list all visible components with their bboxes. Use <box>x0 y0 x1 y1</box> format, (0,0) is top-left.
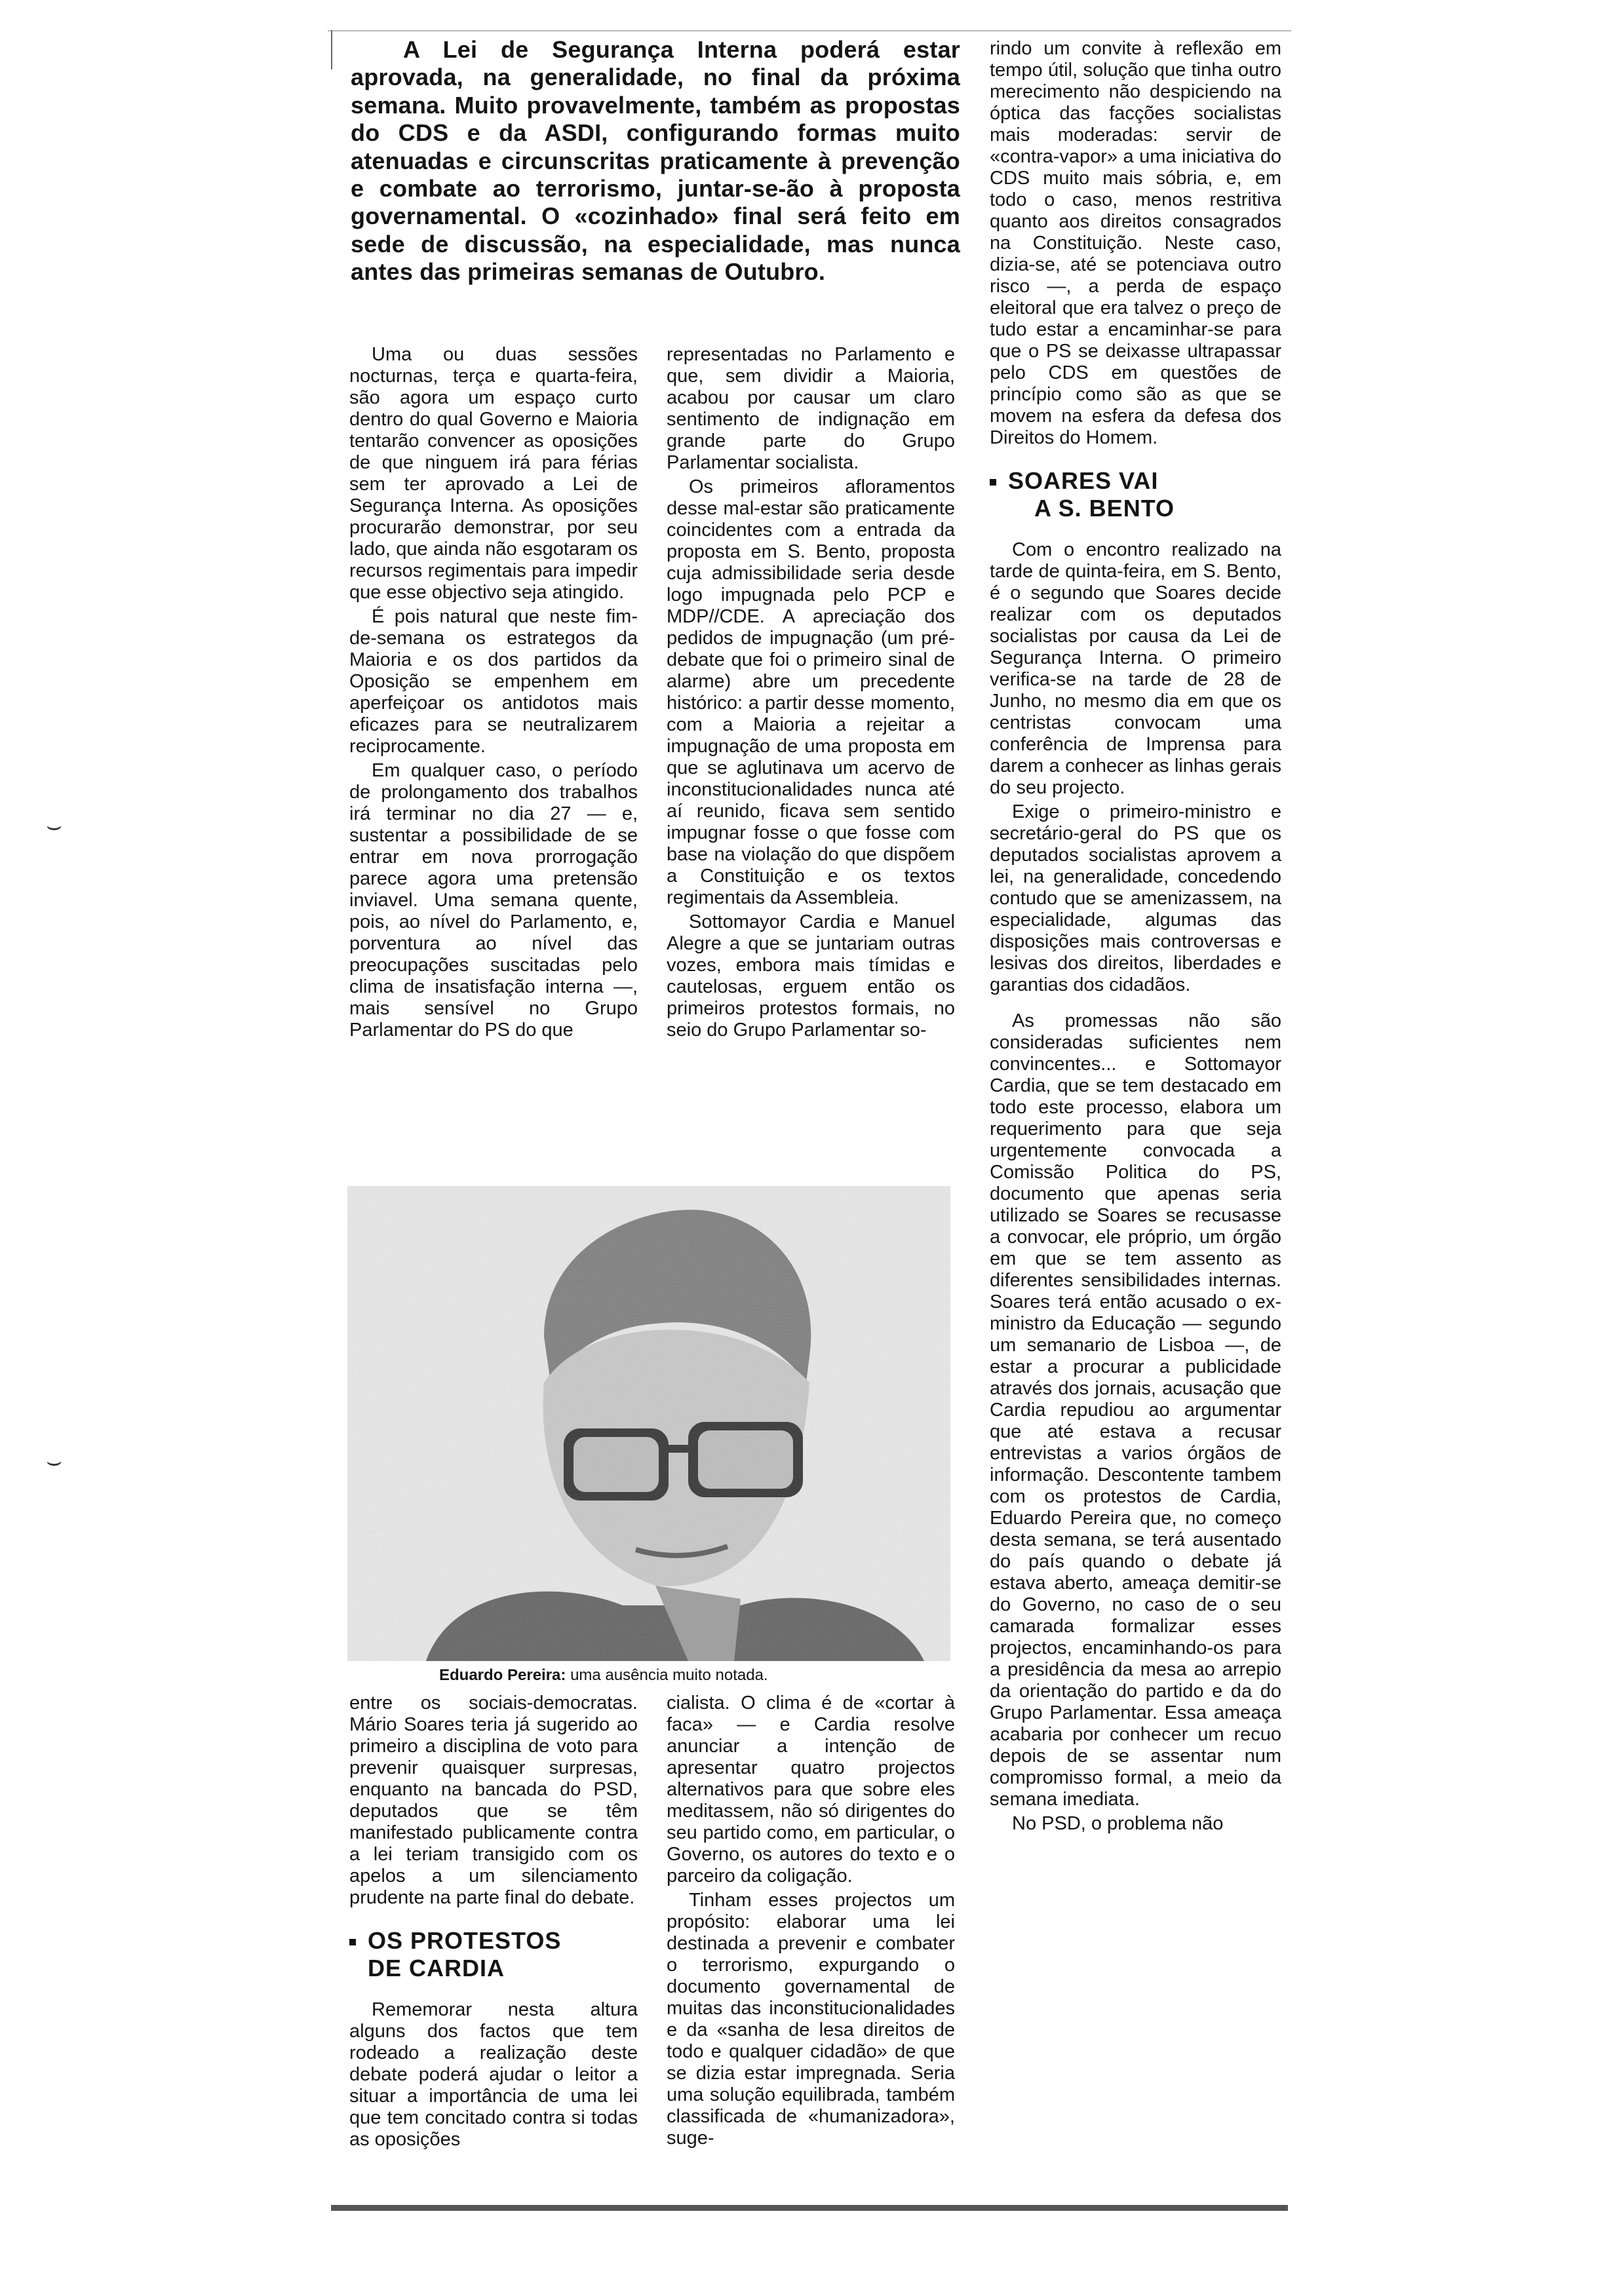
paragraph: entre os sociais-democratas. Mário Soares teria já sugerido ao primeiro a disciplina de voto para prevenir quaisquer surpresas, enquanto na bancada do PSD, deputados que se têm manifestado publicamente contra a lei teriam transigido com os apelos a um silenciamento prudente na parte final do debate. <box>349 1693 638 1908</box>
paragraph: Com o encontro realizado na tarde de quinta-feira, em S. Bento, é o segundo que Soares decide realizar com os deputados socialistas por causa da Lei de Segurança Interna. O primeiro verifica-se na tarde de 28 de Junho, no mesmo dia em que os centristas convocam uma conferência de Imprensa para darem a conhecer as linhas gerais do seu projecto. <box>990 539 1281 798</box>
paragraph: As promessas não são consideradas suficientes nem convincentes... e Sottomayor Cardia, que se tem destacado em todo este processo, elabora um requerimento para que seja urgentemente convocada a Comissão Politica do PS, documento que apenas seria utilizado se Soares se recusasse a convocar, ele próprio, um órgão em que se tem assento as diferentes sensibilidades internas. Soares terá então acusado o ex-ministro da Educação — segundo um semanario de Lisboa —, de estar a procurar a publicidade através dos jornais, acusação que Cardia repudiou ao argumentar que até estava a recusar entrevistas a varios órgãos de informação. Descontente tambem com os protestos de Cardia, Eduardo Pereira que, no começo desta semana, se terá ausentado do país quando o debate já estava aberto, ameaça demitir-se do Governo, no caso de o seu camarada formalizar esses projectos, encaminhando-os para a presidência da mesa ao arrepio da orientação do partido e da do Grupo Parlamentar. Essa ameaça acabaria por conhecer um recuo depois de se assentar num compromisso formal, a meio da semana imediata. <box>990 1010 1281 1810</box>
paragraph: Exige o primeiro-ministro e secretário-geral do PS que os deputados socialistas aprovem a lei, na generalidade, concedendo contudo que se amenizassem, na especialidade, algumas das disposições mais controversas e lesivas dos direitos, liberdades e garantias dos cidadãos. <box>990 801 1281 995</box>
portrait-illustration <box>347 1186 950 1661</box>
lede-paragraph: A Lei de Segurança Interna poderá estar aprovada, na generalidade, no final da próxima semana. Muito provavelmente, também as propostas do CDS e da ASDI, configurando formas muito atenuadas e circunscritas praticamente à prevenção e combate ao terrorismo, juntar-se-ão à proposta governamental. O «cozinhado» final será feito em sede de discussão, na especialidade, mas nunca antes das primeiras semanas de Outubro. <box>351 36 960 286</box>
column-1-lower <box>349 1693 638 2151</box>
column-1-upper <box>349 344 638 1041</box>
margin-mark: ⌣ <box>46 1448 63 1476</box>
scan-edge-top <box>328 30 1291 31</box>
caption-text: uma ausência muito notada. <box>570 1666 768 1684</box>
scan-edge-left <box>331 30 332 69</box>
paragraph: No PSD, o problema não <box>1012 1813 1224 1834</box>
paragraph: representadas no Parlamento e que, sem dividir a Maioria, acabou por causar um claro sentimento de indignação em grande parte do Grupo Parlamentar socialista. <box>667 344 955 473</box>
paragraph: cialista. O clima é de «cortar à faca» — e Cardia resolve anunciar a intenção de apresentar quatro projectos alternativos para que sobre eles meditassem, não só dirigentes do seu partido como, em particular, o Governo, os autores do texto e o parceiro da coligação. <box>667 1693 955 1886</box>
margin-mark: ⌣ <box>46 813 63 840</box>
bullet-icon <box>349 1939 356 1945</box>
paragraph: Tinham esses projectos um propósito: elaborar uma lei destinada a prevenir e combater o terrorismo, expurgando o documento governamental de muitas das inconstitucionalidades e da «sanha de lesa direitos de todo e qualquer cidadão» de que se dizia estar impregnada. Seria uma solução equilibrada, também classificada de «humanizadora», suge- <box>667 1890 955 2149</box>
portrait-photo <box>347 1186 950 1661</box>
subheading-soares-vai: SOARES VAI A S. BENTO <box>990 467 1281 522</box>
paragraph: Uma ou duas sessões nocturnas, terça e quarta-feira, são agora um espaço curto dentro do qual Governo e Maioria tentarão convencer as oposições de que ninguem irá para férias sem ter aprovado a Lei de Segurança Interna. As oposições procurarão demonstrar, por seu lado, que ainda não esgotaram os recursos regimentais para impedir que esse objectivo seja atingido. <box>349 344 638 603</box>
photo-caption <box>439 1666 768 1685</box>
scan-edge-bottom <box>331 2205 1288 2211</box>
subheading-os-protestos: OS PROTESTOS DE CARDIA <box>349 1927 638 1982</box>
column-2-upper <box>667 344 955 1041</box>
caption-name: Eduardo Pereira: <box>439 1666 566 1684</box>
paragraph: Os primeiros afloramentos desse mal-estar são praticamente coincidentes com a entrada da proposta em S. Bento, proposta cuja admissibilidade seria desde logo impugnada pelo PCP e MDP//CDE. A apreciação dos pedidos de impugnação (um pré-debate que foi o primeiro sinal de alarme) abre um precedente histórico: a partir desse momento, com a Maioria a rejeitar a impugnação de uma proposta em que se aglutinava um acervo de inconstitucionalidades nunca até aí reunido, ficava sem sentido impugnar fosse o que fosse com base na violação do que dispõem a Constituição e os textos regimentais da Assembleia. <box>667 476 955 908</box>
column-3 <box>990 38 1281 1835</box>
paragraph: É pois natural que neste fim-de-semana os estrategos da Maioria e os dos partidos da Oposição se empenhem em aperfeiçoar os antidotos mais eficazes para se neutralizarem reciprocamente. <box>349 606 638 757</box>
paragraph: Em qualquer caso, o período de prolongamento dos trabalhos irá terminar no dia 27 — e, sustentar a possibilidade de se entrar em nova prorrogação parece agora uma pretensão inviavel. Uma semana quente, pois, ao nível do Parlamento, e, porventura ao nível das preocupações suscitadas pelo clima de insatisfação interna —, mais sensível no Grupo Parlamentar do PS do que <box>349 760 638 1041</box>
column-2-lower <box>667 1693 955 2149</box>
bullet-icon <box>990 479 996 486</box>
paragraph: rindo um convite à reflexão em tempo útil, solução que tinha outro merecimento não despiciendo na óptica das facções socialistas mais moderadas: servir de «contra-vapor» a uma iniciativa do CDS muito mais sóbria, e, em todo o caso, menos restritiva quanto aos direitos consagrados na Constituição. Neste caso, dizia-se, até se potenciava outro risco —, a perda de espaço eleitoral que era talvez o preço de tudo estar a encaminhar-se para que o PS se deixasse ultrapassar pelo CDS em questões de princípio como são as que se movem na esfera da defesa dos Direitos do Homem. <box>990 38 1281 448</box>
paragraph: Sottomayor Cardia e Manuel Alegre a que se juntariam outras vozes, embora mais tímidas e cautelosas, erguem então os primeiros protestos formais, no seio do Grupo Parlamentar so- <box>667 911 955 1041</box>
paragraph: Rememorar nesta altura alguns dos factos que tem rodeado a realização deste debate poderá ajudar o leitor a situar a importância de uma lei que tem concitado contra si todas as oposições <box>349 1999 638 2150</box>
